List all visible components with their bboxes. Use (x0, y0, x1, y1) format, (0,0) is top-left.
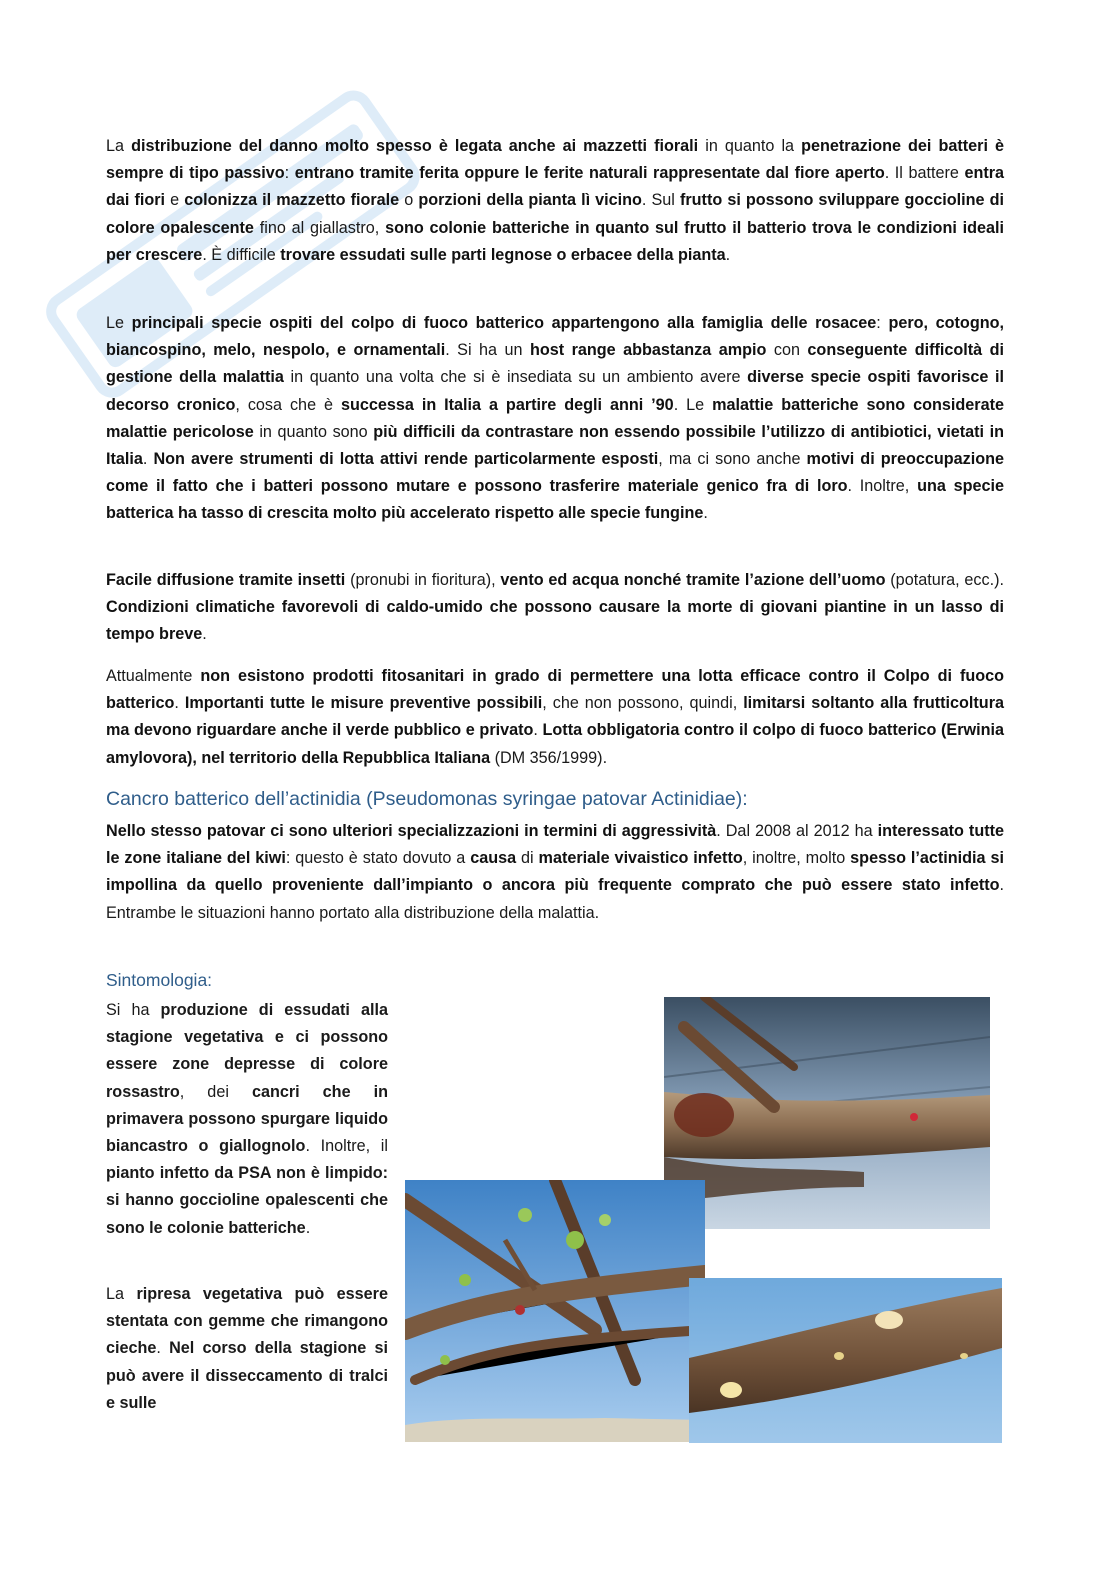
text-run: , inoltre, molto (742, 849, 851, 868)
bold-run: colonizza il mazzetto fiorale (184, 191, 400, 210)
text-run: con (766, 341, 808, 360)
text-run: (pronubi in fioritura), (345, 571, 501, 589)
text-run: o (399, 191, 419, 210)
bold-run: Non avere strumenti di lotta attivi rende particolarmente esposti (153, 450, 659, 469)
bold-run: produzione di essudati alla stagione vegetativa e ci possono essere zone depresse di colore rossastro (106, 1001, 388, 1101)
text-run: in quanto una volta che si è insediata su un ambiento avere (283, 368, 748, 387)
bold-run: Lotta obbligatoria contro il colpo di fuoco batterico (Erwinia amylovora), nel territorio della Repubblica Italiana (106, 721, 1004, 767)
paragraph-diffusion (106, 567, 1004, 649)
bold-run: una specie batterica ha tasso di crescita molto più accelerato rispetto alle specie fungine (106, 477, 1004, 523)
text-run: . Entrambe le situazioni hanno portato alla distribuzione della malattia. (106, 876, 1004, 922)
bold-run: Importanti tutte le misure preventive possibili (184, 694, 543, 713)
text-run: , ma ci sono anche (658, 450, 807, 469)
text-run: . (202, 625, 207, 644)
subsection-heading: Sintomologia: (106, 970, 213, 990)
text-run: : (284, 164, 295, 183)
bold-run: Facile diffusione tramite insetti (106, 571, 346, 589)
bold-run: Nello stesso patovar ci sono ulteriori specializzazioni in termini di aggressività (106, 822, 717, 840)
bold-run: cancri che in primavera possono spurgare liquido biancastro o giallognolo (106, 1082, 388, 1156)
text-run: . Si ha un (445, 341, 530, 360)
text-run: : (876, 314, 889, 332)
text-run: , che non possono, quindi, (542, 694, 744, 713)
bold-run: entrano tramite ferita oppure le ferite naturali rappresentate dal fiore aperto (294, 164, 885, 183)
text-run: . Inoltre, (847, 477, 918, 496)
text-run: . (703, 504, 708, 523)
paragraph-control (106, 663, 1004, 772)
paragraph-host-species (106, 310, 1004, 528)
text-run: . (174, 694, 185, 713)
bold-run: penetrazione dei batteri è sempre di tipo passivo (106, 137, 1005, 183)
text-run: di (516, 849, 539, 868)
paragraph-flower-clusters (106, 133, 1004, 269)
paragraph-patovar (106, 818, 1004, 927)
section-heading: Cancro batterico dell’actinidia (Pseudomonas syringae patovar Actinidiae): (106, 788, 748, 810)
text-run: . Le (673, 395, 713, 414)
text-run: in quanto sono (253, 422, 374, 441)
bold-run: distribuzione del danno molto spesso è legata anche ai mazzetti fiorali (131, 137, 699, 155)
text-run: . (305, 1218, 311, 1237)
bold-run: sono colonie batteriche in quanto sul frutto il batterio trova le condizioni ideali per crescere (106, 218, 1004, 264)
bold-run: vento ed acqua nonché tramite l’azione dell’uomo (500, 571, 886, 589)
text-run: La (106, 1285, 137, 1303)
text-run: e (165, 191, 185, 210)
bold-run: porzioni della pianta lì vicino (418, 191, 642, 210)
bold-run: conseguente difficoltà di gestione della malattia (106, 341, 1005, 387)
bold-run: causa (470, 849, 517, 868)
text-run: (DM 356/1999). (490, 748, 608, 767)
text-run: : questo è stato dovuto a (285, 849, 471, 868)
text-run: Attualmente (106, 667, 201, 685)
photo-bacterial-droplets (689, 1278, 1002, 1443)
bold-run: successa in Italia a partire degli anni ’90 (340, 395, 674, 414)
paragraph-symptoms (106, 997, 388, 1242)
text-run: , dei (179, 1082, 252, 1101)
bold-run: Condizioni climatiche favorevoli di caldo-umido che possono causare la morte di giovani piantine in un lasso di tempo breve (106, 598, 1004, 644)
bold-run: Nel corso della stagione si può avere il disseccamento di tralci e sulle (106, 1339, 388, 1412)
bold-run: ripresa vegetativa può essere stentata con gemme che rimangono cieche (106, 1285, 388, 1358)
text-run: La (106, 137, 132, 155)
text-run: . (142, 450, 154, 469)
text-run: , cosa che è (235, 395, 341, 414)
text-run: in quanto la (698, 137, 802, 155)
text-run: . (156, 1339, 170, 1358)
text-run: Le (106, 314, 132, 332)
text-run: . Il battere (884, 164, 965, 183)
bold-run: pianto infetto da PSA non è limpido: si hanno goccioline opalescenti che sono le colonie batteriche (106, 1164, 388, 1237)
bold-run: limitarsi soltanto alla frutticoltura ma devono riguardare anche il verde pubblico e privato (106, 694, 1005, 740)
text-run: . Sul (641, 191, 680, 210)
photo-kiwi-shoots (405, 1180, 705, 1442)
text-run: (potatura, ecc.). (885, 571, 1004, 589)
bold-run: diverse specie ospiti favorisce il decorso cronico (106, 368, 1004, 414)
photo-branch-canker (664, 997, 990, 1229)
bold-run: host range abbastanza ampio (529, 341, 767, 360)
text-run: Si ha (106, 1001, 161, 1019)
bold-run: principali specie ospiti del colpo di fuoco batterico appartengono alla famiglia delle rosacee (131, 314, 877, 332)
bold-run: spesso l’actinidia si impollina da quello proveniente dall’impianto o ancora più frequente comprato che può essere stato infetto (106, 849, 1004, 895)
bold-run: malattie batteriche sono considerate malattie pericolose (106, 395, 1004, 441)
text-run: . Dal 2008 al 2012 ha (716, 822, 878, 840)
text-run: . Inoltre, il (305, 1137, 388, 1156)
bold-run: trovare essudati sulle parti legnose o erbacee della pianta (280, 245, 726, 264)
bold-run: entra dai fiori (106, 164, 1005, 210)
text-run: . È difficile (202, 245, 281, 264)
text-run: . (725, 245, 731, 264)
bold-run: interessato tutte le zone italiane del kiwi (106, 822, 1004, 868)
bold-run: pero, cotogno, biancospino, melo, nespolo, e ornamentali (106, 314, 1004, 360)
text-run: . (533, 721, 543, 740)
paragraph-vegetative-recovery (106, 1281, 388, 1417)
bold-run: più difficili da contrastare non essendo possibile l’utilizzo di antibiotici, vietati in Italia (106, 422, 1004, 469)
bold-run: motivi di preoccupazione come il fatto che i batteri possono mutare e possono trasferire materiale genico fra di loro (106, 450, 1005, 496)
bold-run: frutto si possono sviluppare goccioline di colore opalescente (106, 191, 1004, 237)
text-run: fino al giallastro, (253, 218, 386, 237)
bold-run: non esistono prodotti fitosanitari in grado di permettere una lotta efficace contro il Colpo di fuoco batterico (106, 667, 1004, 713)
bold-run: materiale vivaistico infetto (538, 849, 743, 868)
